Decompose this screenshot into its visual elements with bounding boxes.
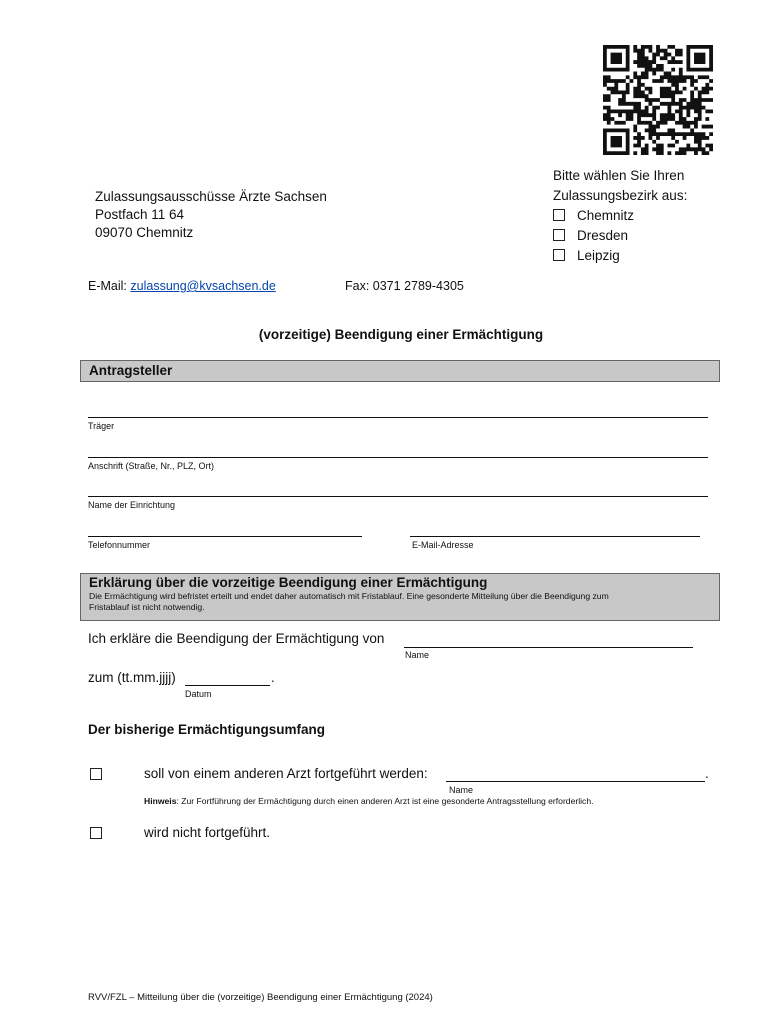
district-option-chemnitz[interactable]: Chemnitz [553, 206, 687, 226]
declaration-note: Die Ermächtigung wird befristet erteilt und endet daher automatisch mit Fristablauf. Eine gesonderte Mitteilung über die Beendigung zum Fristablauf ist nicht notwendig. [89, 591, 609, 612]
recipient-city: 09070 Chemnitz [95, 225, 194, 240]
district-option-dresden[interactable]: Dresden [553, 226, 687, 246]
declaration-heading: Erklärung über die vorzeitige Beendigung einer Ermächtigung [89, 575, 488, 590]
checkbox-continued[interactable] [90, 768, 102, 780]
hint-text: : Zur Fortführung der Ermächtigung durch einen anderen Arzt ist eine gesonderte Antragsstellung erforderlich. [176, 796, 594, 806]
checkbox-leipzig[interactable] [553, 249, 565, 261]
applicant-section-header [80, 360, 720, 382]
applicant-heading: Antragsteller [89, 363, 173, 378]
district-prompt-line1: Bitte wählen Sie Ihren [553, 168, 685, 183]
district-selection [553, 166, 687, 266]
email-field-label: E-Mail-Adresse [412, 540, 474, 550]
district-option-leipzig[interactable]: Leipzig [553, 246, 687, 266]
qr-code-icon [603, 45, 713, 155]
address-input-line[interactable] [88, 457, 708, 458]
checkbox-chemnitz[interactable] [553, 209, 565, 221]
successor-name-input-line[interactable] [446, 781, 705, 782]
checkbox-dresden[interactable] [553, 229, 565, 241]
date-label: Datum [185, 689, 212, 699]
district-prompt-line2: Zulassungsbezirk aus: [553, 188, 688, 203]
date-input-line[interactable] [185, 685, 270, 686]
traeger-input-line[interactable] [88, 417, 708, 418]
date-suffix: . [271, 670, 275, 685]
page-title: (vorzeitige) Beendigung einer Ermächtigung [258, 327, 544, 342]
footer: RVV/FZL – Mitteilung über die (vorzeitige) Beendigung einer Ermächtigung (2024) [88, 992, 433, 1003]
contact-email [88, 279, 276, 293]
declaration-statement: Ich erkläre die Beendigung der Ermächtigung von [88, 631, 385, 646]
statement-name-label: Name [405, 650, 430, 660]
facility-input-line[interactable] [88, 496, 708, 497]
email-label: E-Mail: [88, 279, 127, 293]
hint-label: Hinweis [144, 796, 177, 806]
statement-name-input-line[interactable] [404, 647, 693, 648]
contact-fax: Fax: 0371 2789-4305 [345, 279, 464, 293]
checkbox-not-continued[interactable] [90, 827, 102, 839]
successor-name-label: Name [449, 785, 474, 795]
recipient-address [95, 188, 327, 242]
email-input-line[interactable] [410, 536, 700, 537]
option-continued-suffix: . [705, 766, 709, 781]
scope-heading: Der bisherige Ermächtigungsumfang [88, 722, 326, 737]
declaration-section-header [80, 573, 720, 621]
phone-label: Telefonnummer [88, 540, 151, 550]
hint [144, 796, 594, 806]
date-prefix: zum (tt.mm.jjjj) [88, 670, 176, 685]
address-label: Anschrift (Straße, Nr., PLZ, Ort) [88, 461, 215, 471]
phone-input-line[interactable] [88, 536, 362, 537]
recipient-name: Zulassungsausschüsse Ärzte Sachsen [95, 189, 327, 204]
option-continued-label: soll von einem anderen Arzt fortgeführt werden: [144, 766, 428, 781]
recipient-postbox: Postfach 11 64 [95, 207, 185, 222]
traeger-label: Träger [88, 421, 115, 431]
facility-label: Name der Einrichtung [88, 500, 176, 510]
option-not-continued-label: wird nicht fortgeführt. [144, 825, 271, 840]
email-link[interactable]: zulassung@kvsachsen.de [130, 279, 276, 293]
